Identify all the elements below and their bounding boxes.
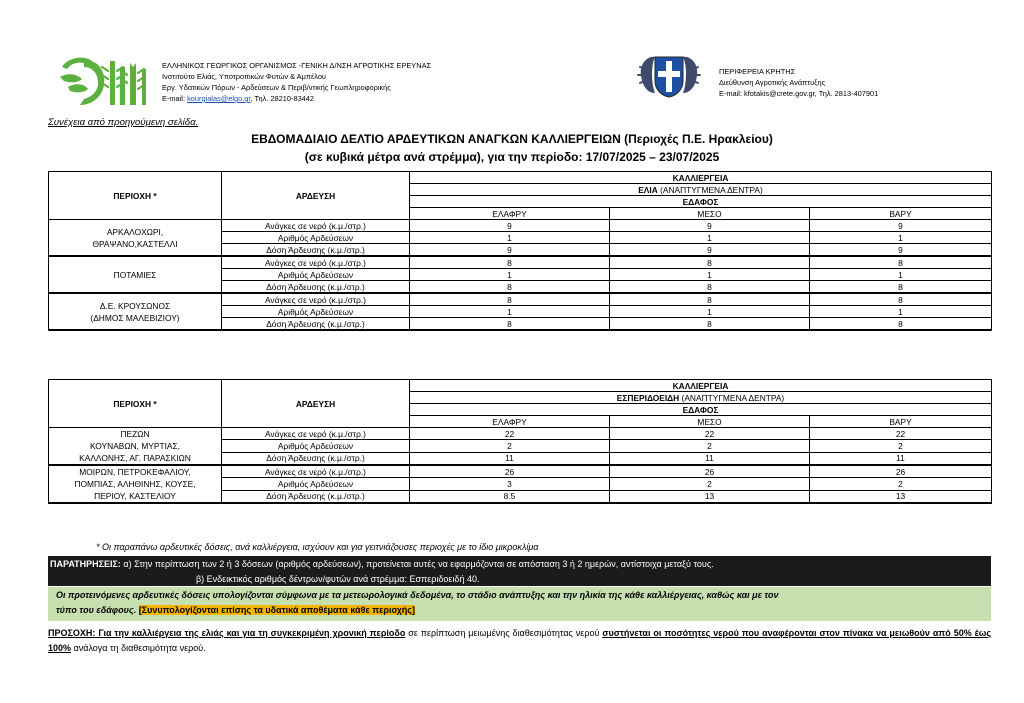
value-cell: 9 xyxy=(410,220,610,232)
crop-name: ΕΣΠΕΡΙΔΟΕΙΔΗ (ΑΝΑΠΤΥΓΜΕΝΑ ΔΕΝΤΡΑ) xyxy=(410,392,992,404)
region-cell xyxy=(49,220,222,257)
metric-label: Δόση Άρδευσης (κ.μ./στρ.) xyxy=(222,318,410,331)
metric-label: Αριθμός Αρδεύσεων xyxy=(222,269,410,281)
value-cell: 26 xyxy=(410,465,610,478)
value-cell: 1 xyxy=(410,269,610,281)
table-row xyxy=(49,220,992,232)
region-cell xyxy=(49,428,222,466)
region-cell xyxy=(49,465,222,503)
value-cell: 1 xyxy=(410,232,610,244)
value-cell: 13 xyxy=(810,490,992,503)
value-cell: 8 xyxy=(810,281,992,294)
value-cell: 11 xyxy=(810,452,992,465)
value-cell: 8 xyxy=(810,293,992,306)
value-cell: 1 xyxy=(610,269,810,281)
value-cell: 26 xyxy=(810,465,992,478)
value-cell: 22 xyxy=(410,428,610,440)
region-name-line: ΘΡΑΨΑΝΟ,ΚΑΣΤΕΛΛΙ xyxy=(92,238,178,249)
value-cell: 1 xyxy=(810,306,992,318)
value-cell: 22 xyxy=(610,428,810,440)
method-note-line2: τύπο του εδάφους. [Συνυπολογίζονται επίσης τα υδατικά αποθέματα κάθε περιοχής] xyxy=(56,605,415,615)
attention-note: ΠΡΟΣΟΧΗ: Για την καλλιέργεια της ελιάς και για τη συγκεκριμένη χρονική περίοδο σε περίπτωση μειωμένης διαθεσιμότητας νερού συστήνεται οι ποσότητες νερού που αναφέρονται στον πίνακα να μειωθούν από 50% έως 100% ανάλογα τη διαθεσιμότητα νερού. xyxy=(48,628,991,653)
olive-table-body xyxy=(49,220,992,331)
page-title: ΕΒΔΟΜΑΔΙΑΙΟ ΔΕΛΤΙΟ ΑΡΔΕΥΤΙΚΩΝ ΑΝΑΓΚΩΝ ΚΑΛΛΙΕΡΓΕΙΩΝ (Περιοχές Π.Ε. Ηρακλείου) xyxy=(251,132,773,146)
value-cell: 2 xyxy=(810,478,992,490)
region-header: ΠΕΡΙΟΧΗ * xyxy=(49,172,222,220)
value-cell: 1 xyxy=(810,232,992,244)
page-subtitle: (σε κυβικά μέτρα ανά στρέμμα), για την περίοδο: 17/07/2025 – 23/07/2025 xyxy=(304,150,720,164)
remarks-box xyxy=(48,556,991,586)
soil-medium-header: ΜΕΣΟ xyxy=(610,208,810,220)
region-name-line: ΠΟΜΠΙΑΣ, ΑΛΗΘΙΝΗΣ, ΚΟΥΣΕ, xyxy=(74,479,196,489)
value-cell: 1 xyxy=(810,269,992,281)
value-cell: 8 xyxy=(410,293,610,306)
metric-label: Ανάγκες σε νερό (κ.μ./στρ.) xyxy=(222,256,410,269)
soil-medium-header: ΜΕΣΟ xyxy=(610,416,810,428)
value-cell: 11 xyxy=(410,452,610,465)
value-cell: 9 xyxy=(610,244,810,257)
attention-recommendation: συστήνεται οι ποσότητες νερού που αναφέρονται στον πίνακα να μειωθούν από 50% έως 100% xyxy=(48,628,991,653)
value-cell: 22 xyxy=(810,428,992,440)
region-name-line: ΚΟΥΝΑΒΩΝ, ΜΥΡΤΙΑΣ, xyxy=(89,441,181,451)
soil-heavy-header: ΒΑΡΥ xyxy=(810,416,992,428)
metric-label: Δόση Άρδευσης (κ.μ./στρ.) xyxy=(222,281,410,294)
region-name-line: (ΔΗΜΟΣ ΜΑΛΕΒΙΖΙΟΥ) xyxy=(90,312,180,323)
elgo-logo xyxy=(58,53,156,109)
value-cell: 8 xyxy=(410,281,610,294)
value-cell: 1 xyxy=(610,232,810,244)
highlight-reserves: [Συνυπολογίζονται επίσης τα υδατικά αποθέματα κάθε περιοχής] xyxy=(138,605,415,615)
region-contact: E-mail: kfotakis@crete.gov.gr, Τηλ. 2813-407901 xyxy=(719,89,879,98)
region-name-line: ΚΑΛΛΟΝΗΣ, ΑΓ. ΠΑΡΑΣΚΙΩΝ xyxy=(79,453,191,463)
value-cell: 8 xyxy=(410,256,610,269)
metric-label: Ανάγκες σε νερό (κ.μ./στρ.) xyxy=(222,465,410,478)
header-left-text xyxy=(162,60,431,104)
org-name: ΕΛΛΗΝΙΚΟΣ ΓΕΩΡΓΙΚΟΣ ΟΡΓΑΝΙΣΜΟΣ -ΓΕΝΙΚΗ Δ/ΝΣΗ ΑΓΡΟΤΙΚΗΣ ΕΡΕΥΝΑΣ xyxy=(162,61,432,70)
citrus-table-head xyxy=(49,380,992,428)
table-row xyxy=(49,256,992,269)
continuation-note: Συνέχεια από προηγούμενη σελίδα. xyxy=(48,117,199,128)
region-name-line: ΠΟΤΑΜΙΕΣ xyxy=(113,269,157,280)
soil-header: ΕΔΑΦΟΣ xyxy=(410,404,992,416)
lab-name: Εργ. Υδατικών Πόρων - Αρδεύσεων & Περιβ/ντικής Γεωπληροφορικής xyxy=(162,83,391,92)
olive-table xyxy=(48,171,992,331)
remark-a: ΠΑΡΑΤΗΡΗΣΕΙΣ: α) Στην περίπτωση των 2 ή 3 δόσεων (αριθμός αρδεύσεων), προτείνεται αυτές να εφαρμόζονται σε απόσταση 3 ή 2 ημερών, αντίστοιχα μεταξύ τους. xyxy=(50,559,714,569)
irrigation-header: ΑΡΔΕΥΣΗ xyxy=(222,380,410,428)
region-name-line: ΠΕΡΙΟΥ, ΚΑΣΤΕΛΙΟΥ xyxy=(94,491,176,501)
table-row xyxy=(49,293,992,306)
value-cell: 2 xyxy=(410,440,610,452)
value-cell: 26 xyxy=(610,465,810,478)
email-link[interactable]: kourgialas@elgo.gr xyxy=(187,94,251,103)
attention-lead: ΠΡΟΣΟΧΗ: Για την καλλιέργεια της ελιάς και για τη συγκεκριμένη χρονική περίοδο xyxy=(48,628,406,638)
table-row xyxy=(49,465,992,478)
metric-label: Δόση Άρδευσης (κ.μ./στρ.) xyxy=(222,452,410,465)
table-row xyxy=(49,428,992,440)
value-cell: 2 xyxy=(610,478,810,490)
metric-label: Ανάγκες σε νερό (κ.μ./στρ.) xyxy=(222,220,410,232)
method-note-box xyxy=(48,587,991,621)
region-name-line: ΑΡΚΑΛΟΧΩΡΙ, xyxy=(106,226,164,237)
remark-b: β) Ενδεικτικός αριθμός δέντρων/φυτών ανά στρέμμα: Εσπεριδοειδή 40. xyxy=(196,574,480,584)
metric-label: Ανάγκες σε νερό (κ.μ./στρ.) xyxy=(222,293,410,306)
footnote: * Οι παραπάνω αρδευτικές δόσεις, ανά καλλιέργεια, ισχύουν και για γειτνιάζουσες περιοχές με το ίδιο μικροκλίμα xyxy=(96,542,539,552)
region-name-line: ΠΕΖΩΝ xyxy=(120,429,150,439)
value-cell: 8 xyxy=(610,256,810,269)
irrigation-header: ΑΡΔΕΥΣΗ xyxy=(222,172,410,220)
crop-header: ΚΑΛΛΙΕΡΓΕΙΑ xyxy=(410,380,992,392)
soil-light-header: ΕΛΑΦΡΥ xyxy=(410,208,610,220)
crop-name: ΕΛΙΑ (ΑΝΑΠΤΥΓΜΕΝΑ ΔΕΝΤΡΑ) xyxy=(410,184,992,196)
method-note-line1: Οι προτεινόμενες αρδευτικές δόσεις υπολογίζονται σύμφωνα με τα μετεωρολογικά δεδομένα, το στάδιο ανάπτυξης και την ηλικία της κάθε καλλιέργειας, καθώς και με τον xyxy=(56,590,779,600)
value-cell: 8 xyxy=(610,281,810,294)
value-cell: 1 xyxy=(410,306,610,318)
value-cell: 3 xyxy=(410,478,610,490)
metric-label: Αριθμός Αρδεύσεων xyxy=(222,440,410,452)
metric-label: Αριθμός Αρδεύσεων xyxy=(222,478,410,490)
soil-heavy-header: ΒΑΡΥ xyxy=(810,208,992,220)
soil-light-header: ΕΛΑΦΡΥ xyxy=(410,416,610,428)
value-cell: 11 xyxy=(610,452,810,465)
value-cell: 1 xyxy=(610,306,810,318)
crop-header: ΚΑΛΛΙΕΡΓΕΙΑ xyxy=(410,172,992,184)
olive-table-head xyxy=(49,172,992,220)
header-right-text xyxy=(719,66,878,99)
citrus-table-body xyxy=(49,428,992,504)
metric-label: Δόση Άρδευσης (κ.μ./στρ.) xyxy=(222,244,410,257)
value-cell: 9 xyxy=(610,220,810,232)
region-name-line: Δ.Ε. ΚΡΟΥΣΩΝΟΣ xyxy=(99,300,171,311)
value-cell: 2 xyxy=(610,440,810,452)
region-name-line: ΜΟΙΡΩΝ, ΠΕΤΡΟΚΕΦΑΛΙΟΥ, xyxy=(79,467,191,477)
region-cell xyxy=(49,293,222,330)
institute-name: Ινστιτούτο Ελιάς, Υποτροπικών Φυτών & Αμπέλου xyxy=(162,72,326,81)
metric-label: Δόση Άρδευσης (κ.μ./στρ.) xyxy=(222,490,410,503)
metric-label: Αριθμός Αρδεύσεων xyxy=(222,306,410,318)
hellenic-emblem-icon xyxy=(631,51,707,99)
directorate-name: Διεύθυνση Αγροτικής Ανάπτυξης xyxy=(719,78,826,87)
value-cell: 8 xyxy=(810,256,992,269)
value-cell: 13 xyxy=(610,490,810,503)
region-cell xyxy=(49,256,222,293)
region-header: ΠΕΡΙΟΧΗ * xyxy=(49,380,222,428)
value-cell: 8 xyxy=(810,318,992,331)
citrus-table xyxy=(48,379,992,504)
value-cell: 8 xyxy=(410,318,610,331)
value-cell: 9 xyxy=(810,220,992,232)
contact-line: E-mail: kourgialas@elgo.gr, Τηλ. 28210-83442 xyxy=(162,94,315,103)
value-cell: 8 xyxy=(610,318,810,331)
value-cell: 2 xyxy=(810,440,992,452)
value-cell: 9 xyxy=(810,244,992,257)
value-cell: 8 xyxy=(610,293,810,306)
region-name: ΠΕΡΙΦΕΡΕΙΑ ΚΡΗΤΗΣ xyxy=(719,67,796,76)
soil-header: ΕΔΑΦΟΣ xyxy=(410,196,992,208)
metric-label: Ανάγκες σε νερό (κ.μ./στρ.) xyxy=(222,428,410,440)
value-cell: 9 xyxy=(410,244,610,257)
metric-label: Αριθμός Αρδεύσεων xyxy=(222,232,410,244)
value-cell: 8.5 xyxy=(410,490,610,503)
